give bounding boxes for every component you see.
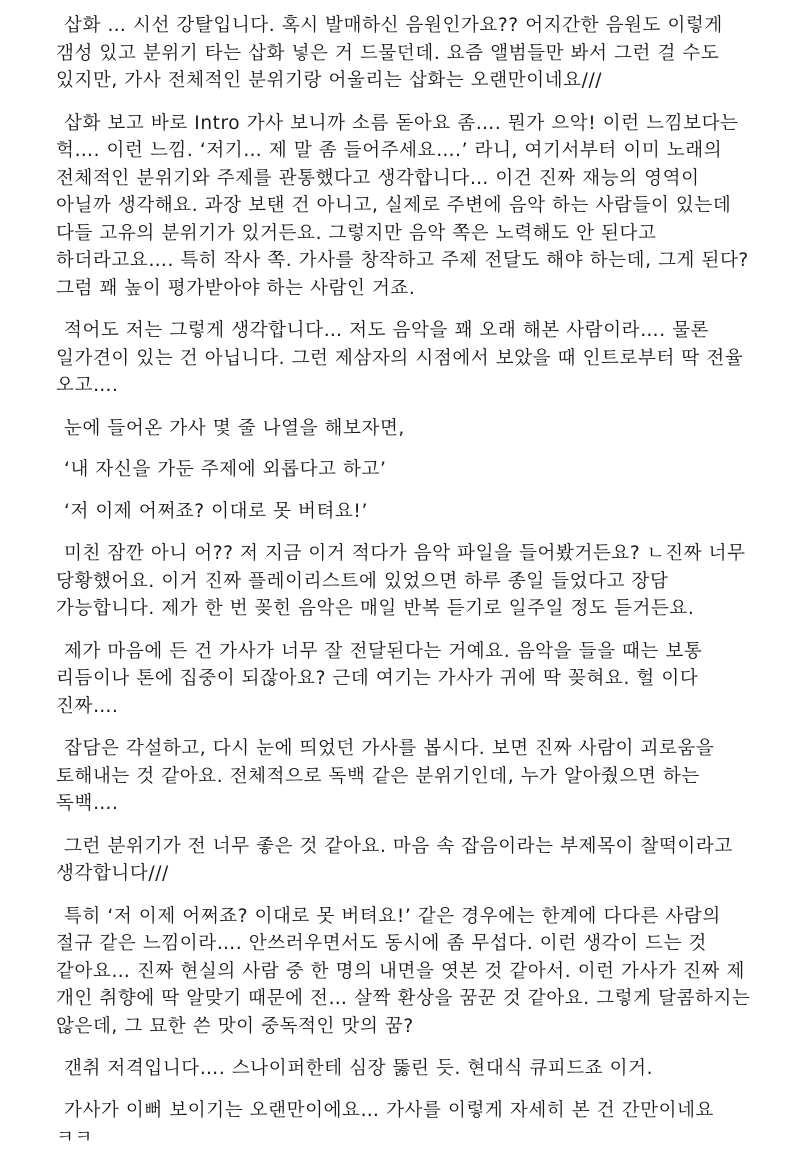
paragraph-closing: 가사가 이뻐 보이기는 오랜만이에요… 가사를 이렇게 자세히 본 건 간만이네요 ㅋㅋ bbox=[56, 1099, 715, 1148]
paragraph-music-file: 미친 잠깐 아니 어?? 저 지금 이거 적다가 음악 파일을 들어봤거든요? ㄴ진짜 너무 당황했어요. 이거 진짜 플레이리스트에 있었으면 하루 종일 들었다고 장담 가능합니다. 제가 한 번 꽂힌 음악은 매일 반복 듣기로 일주일 정도 듣거든요. bbox=[56, 543, 746, 619]
lyric-quote-1: ‘내 자신을 가둔 주제에 외롭다고 하고’ bbox=[64, 459, 387, 480]
paragraph-scream: 특히 ‘저 이제 어쩌죠? 이대로 못 버텨요!’ 같은 경우에는 한계에 다다른 사람의 절규 같은 느낌이라…. 안쓰러우면서도 동시에 좀 무섭다. 이런 생각이 드는 것 같아요… 진짜 현실의 사람 중 한 명의 내면을 엿본 것 같아서. 이런 가사가 진짜 제 개인 취향에 딱 알맞기 때문에 전… 살짝 환상을 꿈꾼 것 같아요. 그렇게 달콤하지는 않은데, 그 묘한 쓴 맛이 중독적인 맛의 꿈? bbox=[56, 905, 751, 1037]
paragraph-atmosphere: 그런 분위기가 전 너무 좋은 것 같아요. 마음 속 잡음이라는 부제목이 찰떡이라고 생각합니다/// bbox=[56, 835, 733, 884]
paragraph-lyrics-intro: 눈에 들어온 가사 몇 줄 나열을 해보자면, bbox=[64, 417, 405, 439]
paragraph-monologue: 잡담은 각설하고, 다시 눈에 띄었던 가사를 봅시다. 보면 진짜 사람이 괴로움을 토해내는 것 같아요. 전체적으로 독백 같은 분위기인데, 누가 알아줬으면 하는 독백…. bbox=[56, 738, 715, 814]
paragraph-opinion: 적어도 저는 그렇게 생각합니다… 저도 음악을 꽤 오래 해본 사람이라…. 물론 일가견이 있는 건 아닙니다. 그런 제삼자의 시점에서 보았을 때 인트로부터 딱 전율 오고…. bbox=[56, 320, 744, 396]
paragraph-intro-lyrics: 삽화 보고 바로 Intro 가사 보니까 소름 돋아요 좀…. 뭔가 으악! 이런 느낌보다는 헉…. 이런 느낌. ‘저기… 제 말 좀 들어주세요….’ 라니, 여기서부터 이미 노래의 전체적인 분위기와 주제를 관통했다고 생각합니다… 이건 진짜 재능의 영역이 아닐까 생각해요. 과장 보탠 건 아니고, 실제로 주변에 음악 하는 사람들이 있는데 다들 고유의 분위기가 있거든요. 그렇지만 음악 쪽은 노력해도 안 된다고 하더라고요…. 특히 작사 쪽. 가사를 창작하고 주제 전달도 해야 하는데, 그게 된다? 그럼 꽤 높이 평가받아야 하는 사람인 거죠. bbox=[56, 112, 749, 299]
paragraph-illustration-praise: 삽화 … 시선 강탈입니다. 혹시 발매하신 음원인가요?? 어지간한 음원도 이렇게 갬성 있고 분위기 타는 삽화 넣은 거 드물던데. 요즘 앨범들만 봐서 그런 걸 수도 있지만, 가사 전체적인 분위기랑 어울리는 삽화는 오랜만이네요/// bbox=[56, 15, 723, 91]
paragraph-taste: 갠취 저격입니다…. 스나이퍼한테 심장 뚫린 듯. 현대식 큐피드죠 이거. bbox=[64, 1058, 654, 1079]
paragraph-lyrics-delivery: 제가 마음에 든 건 가사가 너무 잘 전달된다는 거예요. 음악을 들을 때는 보통 리듬이나 톤에 집중이 되잖아요? 근데 여기는 가사가 귀에 딱 꽂혀요. 헐 이다 진짜…. bbox=[56, 640, 703, 717]
lyric-quote-2: ‘저 이제 어쩌죠? 이대로 못 버텨요!’ bbox=[64, 500, 368, 522]
